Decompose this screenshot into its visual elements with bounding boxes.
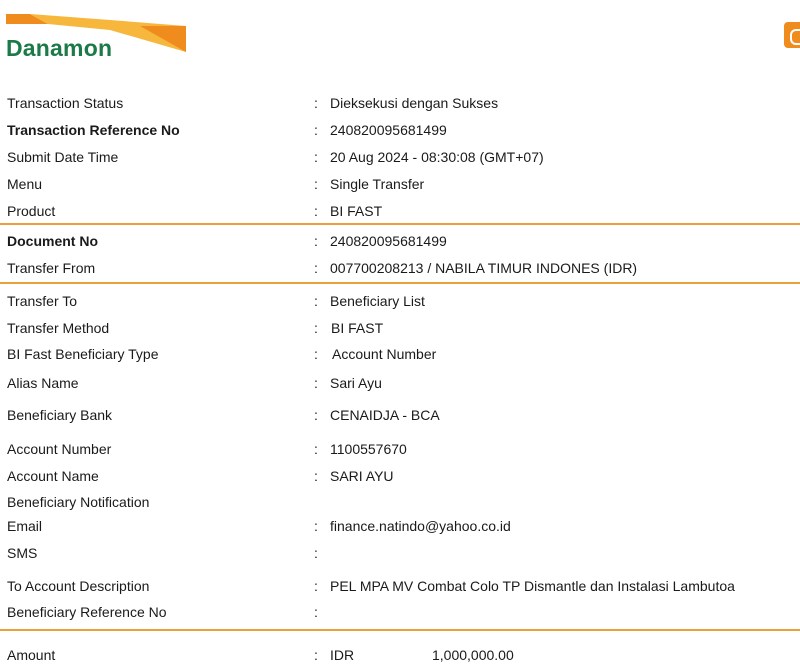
- field-label: SMS: [7, 545, 38, 561]
- field-label: Submit Date Time: [7, 149, 119, 165]
- field-label: Document No: [7, 233, 98, 249]
- app-badge-icon: [784, 22, 800, 48]
- danamon-logo: [0, 0, 200, 64]
- field-value: BI FAST: [331, 320, 384, 336]
- amount-currency: IDR: [330, 647, 355, 663]
- field-value: SARI AYU: [330, 468, 394, 484]
- field-value: Dieksekusi dengan Sukses: [330, 95, 499, 111]
- brand-name: Danamon: [6, 35, 113, 61]
- field-label: To Account Description: [7, 578, 150, 594]
- field-label: Account Name: [7, 468, 99, 484]
- field-label: Transfer To: [7, 293, 78, 309]
- section-divider: [0, 629, 800, 631]
- field-value: Single Transfer: [330, 176, 425, 192]
- field-label: Transfer From: [7, 260, 96, 276]
- field-value: PEL MPA MV Combat Colo TP Dismantle dan Instalasi Lambutoa: [330, 578, 735, 594]
- field-value: CENAIDJA - BCA: [330, 407, 440, 423]
- field-label: BI Fast Beneficiary Type: [7, 346, 159, 362]
- field-label: Menu: [7, 176, 43, 192]
- field-value: finance.natindo@yahoo.co.id: [330, 518, 511, 534]
- section-divider: [0, 282, 800, 284]
- field-label: Product: [7, 203, 56, 219]
- field-value: 007700208213 / NABILA TIMUR INDONES (IDR): [330, 260, 638, 276]
- field-value: 1100557670: [330, 441, 407, 457]
- field-label: Transaction Status: [7, 95, 124, 111]
- field-label: Transfer Method: [7, 320, 110, 336]
- field-value: BI FAST: [330, 203, 383, 219]
- field-label: Amount: [7, 647, 56, 663]
- field-value: Beneficiary List: [330, 293, 425, 309]
- field-label: Account Number: [7, 441, 112, 457]
- field-value: 240820095681499: [330, 122, 447, 138]
- field-value: Sari Ayu: [330, 375, 382, 391]
- field-value: 240820095681499: [330, 233, 447, 249]
- field-label: Alias Name: [7, 375, 79, 391]
- field-label: Transaction Reference No: [7, 122, 180, 138]
- section-divider: [0, 223, 800, 225]
- field-value: Account Number: [332, 346, 437, 362]
- amount-value: 1,000,000.00: [432, 647, 514, 663]
- field-value: 20 Aug 2024 - 08:30:08 (GMT+07): [330, 149, 544, 165]
- field-label: Email: [7, 518, 43, 534]
- field-label: Beneficiary Reference No: [7, 604, 167, 620]
- field-label: Beneficiary Bank: [7, 407, 113, 423]
- field-label: Beneficiary Notification: [7, 494, 150, 510]
